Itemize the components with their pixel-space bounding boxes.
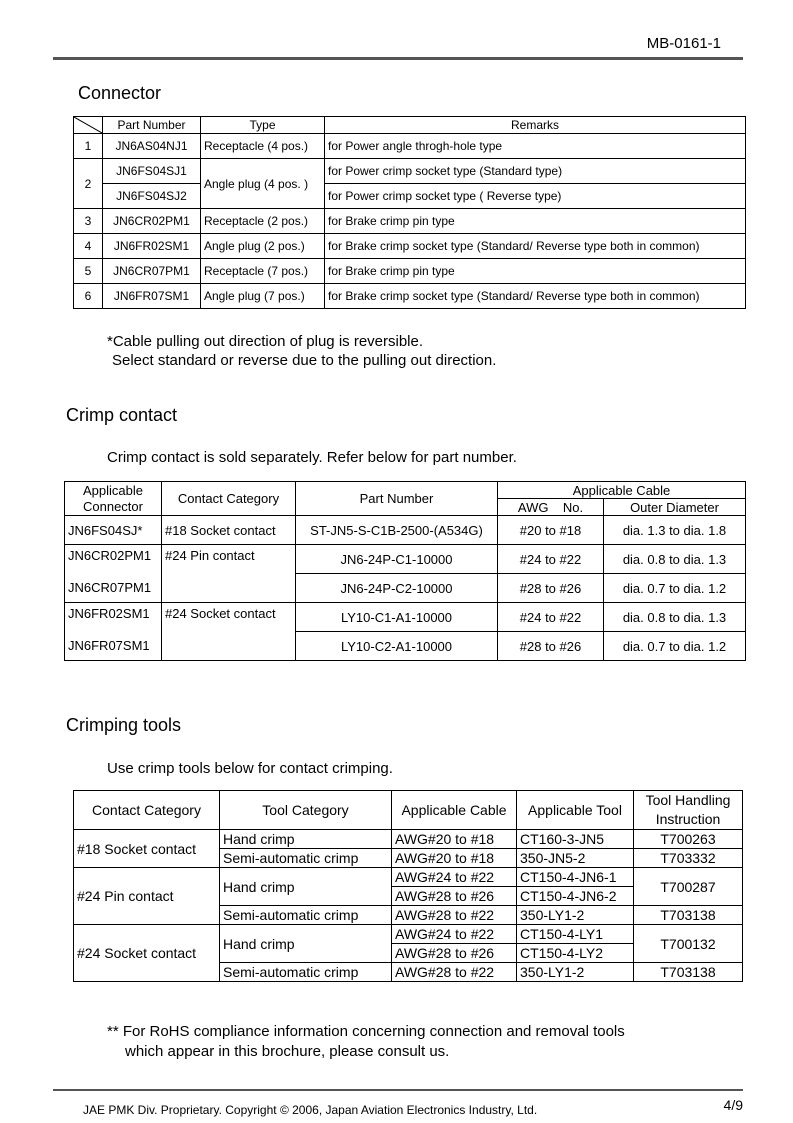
remarks-cell: for Power crimp socket type (Standard type) bbox=[325, 159, 746, 184]
part-number-cell: LY10-C2-A1-10000 bbox=[296, 632, 498, 661]
part-number-cell: JN6CR02PM1 bbox=[103, 209, 201, 234]
table-row bbox=[65, 603, 746, 632]
rohs-note-line-1: ** For RoHS compliance information concerning connection and removal tools bbox=[107, 1023, 625, 1040]
instruction-cell: T700263 bbox=[634, 830, 743, 849]
table-row bbox=[74, 284, 746, 309]
footer-copyright: JAE PMK Div. Proprietary. Copyright © 2006, Japan Aviation Electronics Industry, Ltd. bbox=[83, 1103, 538, 1117]
table-row bbox=[74, 259, 746, 284]
cable-cell: AWG#24 to #22 bbox=[392, 925, 517, 944]
crimping-tools-table bbox=[73, 790, 743, 982]
type-cell: Angle plug (4 pos. ) bbox=[201, 159, 325, 209]
table-row bbox=[65, 545, 746, 574]
column-part-number: Part Number bbox=[296, 482, 498, 516]
tool-cell: CT150-4-JN6-2 bbox=[517, 887, 634, 906]
part-number-cell: JN6FS04SJ1 bbox=[103, 159, 201, 184]
column-remarks: Remarks bbox=[325, 117, 746, 134]
part-number-cell: LY10-C1-A1-10000 bbox=[296, 603, 498, 632]
tool-cell: 350-LY1-2 bbox=[517, 963, 634, 982]
tool-cell: CT150-4-LY1 bbox=[517, 925, 634, 944]
tool-cell: CT150-4-LY2 bbox=[517, 944, 634, 963]
type-cell: Receptacle (4 pos.) bbox=[201, 134, 325, 159]
row-number: 5 bbox=[74, 259, 103, 284]
table-row bbox=[74, 209, 746, 234]
column-tool-handling-instruction bbox=[634, 791, 743, 830]
part-number-cell: JN6FR07SM1 bbox=[103, 284, 201, 309]
contact-category-cell: #24 Socket contact bbox=[74, 925, 220, 982]
contact-category-cell: #24 Pin contact bbox=[162, 545, 296, 603]
awg-cell: #28 to #26 bbox=[498, 574, 604, 603]
type-cell: Receptacle (2 pos.) bbox=[201, 209, 325, 234]
instruction-cell: T700287 bbox=[634, 868, 743, 906]
column-type: Type bbox=[201, 117, 325, 134]
row-number: 6 bbox=[74, 284, 103, 309]
tool-category-cell: Semi-automatic crimp bbox=[220, 963, 392, 982]
connector-name: JN6CR02PM1 bbox=[68, 548, 152, 563]
cable-cell: AWG#28 to #22 bbox=[392, 906, 517, 925]
column-applicable-tool: Applicable Tool bbox=[517, 791, 634, 830]
applicable-connector-cell bbox=[65, 603, 162, 661]
crimp-contact-table bbox=[64, 481, 746, 661]
crimping-tools-intro: Use crimp tools below for contact crimping. bbox=[107, 760, 393, 777]
table-row bbox=[74, 925, 743, 944]
remarks-cell: for Brake crimp pin type bbox=[325, 209, 746, 234]
cable-cell: AWG#20 to #18 bbox=[392, 849, 517, 868]
connector-name: JN6CR07PM1 bbox=[68, 580, 152, 595]
table-row bbox=[74, 868, 743, 887]
cable-cell: AWG#24 to #22 bbox=[392, 868, 517, 887]
remarks-cell: for Power crimp socket type ( Reverse type) bbox=[325, 184, 746, 209]
type-cell: Angle plug (7 pos.) bbox=[201, 284, 325, 309]
connector-name: JN6FR02SM1 bbox=[68, 606, 150, 621]
column-contact-category: Contact Category bbox=[74, 791, 220, 830]
table-row bbox=[74, 234, 746, 259]
diameter-cell: dia. 1.3 to dia. 1.8 bbox=[604, 516, 746, 545]
table-row bbox=[74, 134, 746, 159]
diameter-cell: dia. 0.8 to dia. 1.3 bbox=[604, 545, 746, 574]
column-part-number: Part Number bbox=[103, 117, 201, 134]
remarks-cell: for Brake crimp socket type (Standard/ Reverse type both in common) bbox=[325, 234, 746, 259]
part-number-cell: JN6FR02SM1 bbox=[103, 234, 201, 259]
rohs-note-line-2: which appear in this brochure, please consult us. bbox=[125, 1043, 450, 1060]
tool-cell: 350-LY1-2 bbox=[517, 906, 634, 925]
tool-category-cell: Hand crimp bbox=[220, 830, 392, 849]
diameter-cell: dia. 0.8 to dia. 1.3 bbox=[604, 603, 746, 632]
diagonal-line-icon bbox=[74, 117, 102, 133]
remarks-cell: for Brake crimp socket type (Standard/ Reverse type both in common) bbox=[325, 284, 746, 309]
part-number-cell: JN6AS04NJ1 bbox=[103, 134, 201, 159]
part-number-cell: JN6-24P-C2-10000 bbox=[296, 574, 498, 603]
tool-category-cell: Semi-automatic crimp bbox=[220, 849, 392, 868]
diameter-cell: dia. 0.7 to dia. 1.2 bbox=[604, 632, 746, 661]
instruction-cell: T703138 bbox=[634, 963, 743, 982]
row-number: 3 bbox=[74, 209, 103, 234]
part-number-cell: JN6-24P-C1-10000 bbox=[296, 545, 498, 574]
crimp-contact-header-row bbox=[65, 482, 746, 499]
part-number-cell: ST-JN5-S-C1B-2500-(A534G) bbox=[296, 516, 498, 545]
connector-name: JN6FR07SM1 bbox=[68, 638, 150, 653]
crimp-contact-heading: Crimp contact bbox=[66, 405, 178, 425]
cable-cell: AWG#28 to #26 bbox=[392, 944, 517, 963]
awg-cell: #24 to #22 bbox=[498, 545, 604, 574]
diameter-cell: dia. 0.7 to dia. 1.2 bbox=[604, 574, 746, 603]
contact-category-cell: #18 Socket contact bbox=[74, 830, 220, 868]
column-applicable-connector bbox=[65, 482, 162, 516]
column-contact-category: Contact Category bbox=[162, 482, 296, 516]
part-number-cell: JN6CR07PM1 bbox=[103, 259, 201, 284]
column-applicable-cable: Applicable Cable bbox=[498, 482, 746, 499]
contact-category-cell: #24 Socket contact bbox=[162, 603, 296, 661]
table-row bbox=[74, 184, 746, 209]
column-applicable-connector-line2: Connector bbox=[83, 498, 143, 514]
awg-cell: #28 to #26 bbox=[498, 632, 604, 661]
remarks-cell: for Brake crimp pin type bbox=[325, 259, 746, 284]
column-tool-category: Tool Category bbox=[220, 791, 392, 830]
applicable-connector-cell: JN6FS04SJ* bbox=[65, 516, 162, 545]
table-row bbox=[65, 516, 746, 545]
tool-category-cell: Semi-automatic crimp bbox=[220, 906, 392, 925]
contact-category-cell: #18 Socket contact bbox=[162, 516, 296, 545]
connector-table bbox=[73, 116, 746, 309]
crimping-tools-header-row bbox=[74, 791, 743, 830]
part-number-cell: JN6FS04SJ2 bbox=[103, 184, 201, 209]
column-awg-no: AWG No. bbox=[498, 499, 604, 516]
remarks-cell: for Power angle throgh-hole type bbox=[325, 134, 746, 159]
instruction-cell: T703138 bbox=[634, 906, 743, 925]
footer-rule bbox=[53, 1089, 743, 1091]
tool-category-cell: Hand crimp bbox=[220, 925, 392, 963]
table-row bbox=[74, 830, 743, 849]
tool-category-cell: Hand crimp bbox=[220, 868, 392, 906]
contact-category-cell: #24 Pin contact bbox=[74, 868, 220, 925]
document-number: MB-0161-1 bbox=[646, 35, 721, 52]
page-number: 4/9 bbox=[723, 1097, 743, 1113]
instruction-cell: T703332 bbox=[634, 849, 743, 868]
row-number: 1 bbox=[74, 134, 103, 159]
connector-note-line-2: Select standard or reverse due to the pulling out direction. bbox=[112, 352, 497, 369]
diagonal-header-cell bbox=[74, 117, 103, 134]
tool-cell: CT160-3-JN5 bbox=[517, 830, 634, 849]
column-instruction-line2: Instruction bbox=[655, 811, 721, 827]
tool-cell: CT150-4-JN6-1 bbox=[517, 868, 634, 887]
crimp-contact-intro: Crimp contact is sold separately. Refer below for part number. bbox=[107, 449, 517, 466]
applicable-connector-cell bbox=[65, 545, 162, 603]
table-row bbox=[74, 159, 746, 184]
connector-note-line-1: *Cable pulling out direction of plug is reversible. bbox=[107, 333, 424, 350]
crimping-tools-heading: Crimping tools bbox=[66, 715, 182, 735]
awg-cell: #24 to #22 bbox=[498, 603, 604, 632]
row-number: 2 bbox=[74, 159, 103, 209]
connector-table-header bbox=[74, 117, 746, 134]
connector-heading: Connector bbox=[78, 83, 162, 103]
type-cell: Angle plug (2 pos.) bbox=[201, 234, 325, 259]
column-outer-diameter: Outer Diameter bbox=[604, 499, 746, 516]
column-applicable-connector-line1: Applicable bbox=[83, 482, 143, 498]
cable-cell: AWG#28 to #22 bbox=[392, 963, 517, 982]
type-cell: Receptacle (7 pos.) bbox=[201, 259, 325, 284]
instruction-cell: T700132 bbox=[634, 925, 743, 963]
row-number: 4 bbox=[74, 234, 103, 259]
cable-cell: AWG#20 to #18 bbox=[392, 830, 517, 849]
column-instruction-line1: Tool Handling bbox=[645, 792, 731, 808]
tool-cell: 350-JN5-2 bbox=[517, 849, 634, 868]
cable-cell: AWG#28 to #26 bbox=[392, 887, 517, 906]
column-applicable-cable: Applicable Cable bbox=[392, 791, 517, 830]
header-rule bbox=[53, 57, 743, 60]
awg-cell: #20 to #18 bbox=[498, 516, 604, 545]
